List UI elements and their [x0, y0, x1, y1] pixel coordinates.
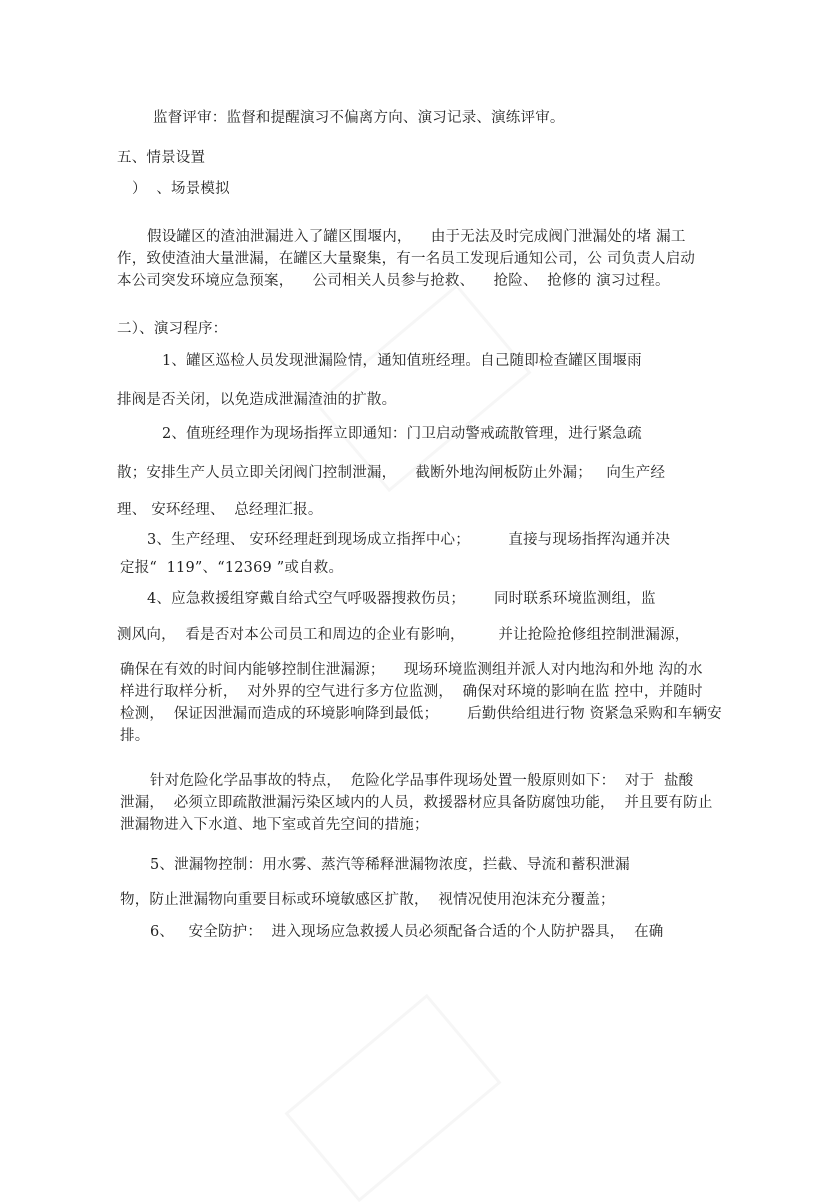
step-2-line: 理、 安环经理、 总经理汇报。 — [117, 502, 323, 518]
review-line: 监督评审：监督和提醒演习不偏离方向、演习记录、演练评审。 — [153, 110, 565, 126]
step-4-line: 测风向， 看是否对本公司员工和周边的企业有影响， 并让抢险抢修组控制泄漏源， — [117, 627, 690, 643]
step-4-line: 确保在有效的时间内能够控制住泄漏源； 现场环境监测组并派人对内地沟和外地 沟的水 — [120, 662, 703, 678]
step-1-line: 1、罐区巡检人员发现泄漏险情，通知值班经理。自己随即检查罐区围堰雨 — [162, 353, 642, 369]
step-3-line: 3、生产经理、 安环经理赶到现场成立指挥中心； 直接与现场指挥沟通并决 — [147, 532, 671, 548]
step-1-line: 排阀是否关闭，以免造成泄漏渣油的扩散。 — [117, 392, 397, 408]
step-5-line: 物，防止泄漏物向重要目标或环境敏感区扩散， 视情况使用泡沫充分覆盖； — [120, 892, 615, 908]
step-4-line: 样进行取样分析， 对外界的空气进行多方位监测， 确保对环境的影响在监 控中，并随时 — [120, 684, 703, 700]
paragraph-line: 本公司突发环境应急预案， 公司相关人员参与抢救、 抢险、 抢修的 演习过程。 — [117, 273, 670, 289]
step-4-line: 4、应急救援组穿戴自给式空气呼吸器搜救伤员； 同时联系环境监测组，监 — [147, 591, 656, 607]
principle-line: 泄漏物进入下水道、地下室或首先空间的措施； — [120, 817, 429, 833]
paragraph-line: 作，致使渣油大量泄漏，在罐区大量聚集，有一名员工发现后通知公司，公 司负责人启动 — [117, 251, 696, 267]
subsection-heading: ） 、场景模拟 — [132, 181, 230, 197]
subsection-heading: 二）、演习程序： — [117, 321, 228, 337]
step-4-line: 检测， 保证因泄漏而造成的环境影响降到最低； 后勤供给组进行物 资紧急采购和车辆安 — [120, 706, 722, 722]
step-2-line: 散；安排生产人员立即关闭阀门控制泄漏， 截断外地沟闸板防止外漏； 向生产经 — [117, 465, 666, 481]
step-4-line: 排。 — [120, 728, 150, 744]
principle-line: 针对危险化学品事故的特点， 危险化学品事件现场处置一般原则如下： 对于 盐酸 — [150, 773, 694, 789]
paragraph-line: 假设罐区的渣油泄漏进入了罐区围堰内， 由于无法及时完成阀门泄漏处的堵 漏工 — [147, 229, 686, 245]
step-6-line: 6、 安全防护： 进入现场应急救援人员必须配备合适的个人防护器具， 在确 — [150, 924, 664, 940]
step-3-line: 定报“ 119”、“12369 ”或自救。 — [120, 560, 344, 576]
step-5-line: 5、泄漏物控制：用水雾、蒸汽等稀释泄漏物浓度，拦截、导流和蓄积泄漏 — [150, 857, 630, 873]
section-heading: 五、情景设置 — [117, 150, 206, 166]
step-2-line: 2、值班经理作为现场指挥立即通知：门卫启动警戒疏散管理，进行紧急疏 — [162, 426, 642, 442]
principle-line: 泄漏， 必须立即疏散泄漏污染区域内的人员，救援器材应具备防腐蚀功能， 并且要有防止 — [120, 795, 713, 811]
